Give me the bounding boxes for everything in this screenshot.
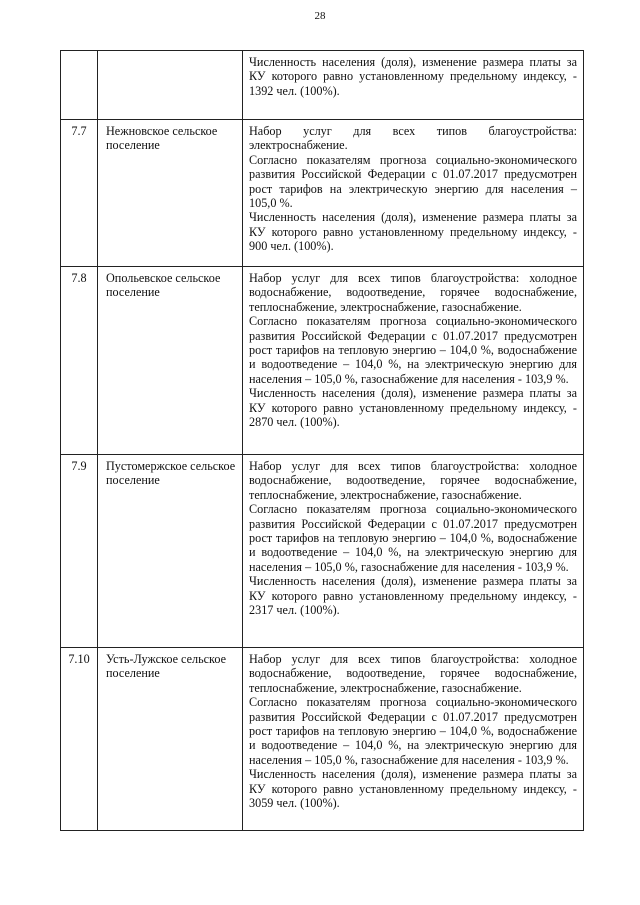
row-number: 7.8 xyxy=(71,271,87,285)
population-paragraph: Численность населения (доля), изменение размера платы за КУ которого равно установленному предельному индексу, - 3059 чел. (100%). xyxy=(249,767,577,811)
services-paragraph: Набор услуг для всех типов благоустройства: холодное водоснабжение, водоотведение, горячее водоснабжение, теплоснабжение, электроснабжение, газоснабжение. xyxy=(249,271,577,314)
settlement-name: Опольевское сельское поселение xyxy=(106,271,221,300)
population-paragraph: Численность населения (доля), изменение размера платы за КУ которого равно установленному предельному индексу, - 900 чел. (100%). xyxy=(249,210,577,254)
row-number: 7.10 xyxy=(68,652,90,666)
table-row xyxy=(61,455,584,648)
services-paragraph: Набор услуг для всех типов благоустройства: холодное водоснабжение, водоотведение, горячее водоснабжение, теплоснабжение, электроснабжение, газоснабжение. xyxy=(249,652,577,695)
table-row xyxy=(61,51,584,120)
tariff-paragraph: Согласно показателям прогноза социально-экономического развития Российской Федерации с 01.07.2017 предусмотрен рост тарифов на электрическую энергию для населения – 105,0 %. xyxy=(249,152,577,211)
page-number: 28 xyxy=(314,10,326,22)
row-number: 7.7 xyxy=(71,124,87,138)
table-row xyxy=(61,120,584,267)
population-paragraph: Численность населения (доля), изменение размера платы за КУ которого равно установленному предельному индексу, - 2870 чел. (100%). xyxy=(249,386,577,430)
settlement-name: Нежновское сельское поселение xyxy=(106,124,218,153)
tariff-paragraph: Согласно показателям прогноза социально-экономического развития Российской Федерации с 01.07.2017 предусмотрен рост тарифов на тепловую энергию – 104,0 %, водоснабжение и водоотведение – 104,0 %, на электрическую энергию для населения – 105,0 %, газоснабжение для населения - 103,9 %. xyxy=(249,314,577,386)
population-paragraph: Численность населения (доля), изменение размера платы за КУ которого равно установленному предельному индексу, - 1392 чел. (100%). xyxy=(249,55,577,98)
settlements-table xyxy=(60,50,584,831)
settlement-name xyxy=(98,51,242,55)
table-row xyxy=(61,648,584,831)
tariff-paragraph: Согласно показателям прогноза социально-экономического развития Российской Федерации с 01.07.2017 предусмотрен рост тарифов на тепловую энергию – 104,0 %, водоснабжение и водоотведение – 104,0 %, на электрическую энергию для населения – 105,0 %, газоснабжение для населения - 103,9 %. xyxy=(249,695,577,767)
services-paragraph: Набор услуг для всех типов благоустройства: электроснабжение. xyxy=(249,124,577,153)
settlement-name: Усть-Лужское сельское поселение xyxy=(106,652,226,681)
services-paragraph: Набор услуг для всех типов благоустройства: холодное водоснабжение, водоотведение, горячее водоснабжение, теплоснабжение, электроснабжение, газоснабжение. xyxy=(249,459,577,502)
row-number xyxy=(61,51,97,55)
settlement-name: Пустомержское сельское поселение xyxy=(106,459,236,488)
row-number: 7.9 xyxy=(71,459,87,473)
tariff-paragraph: Согласно показателям прогноза социально-экономического развития Российской Федерации с 01.07.2017 предусмотрен рост тарифов на тепловую энергию – 104,0 %, водоснабжение и водоотведение – 104,0 %, на электрическую энергию для населения – 105,0 %, газоснабжение для населения - 103,9 %. xyxy=(249,502,577,574)
population-paragraph: Численность населения (доля), изменение размера платы за КУ которого равно установленному предельному индексу, - 2317 чел. (100%). xyxy=(249,574,577,618)
table-row xyxy=(61,267,584,455)
